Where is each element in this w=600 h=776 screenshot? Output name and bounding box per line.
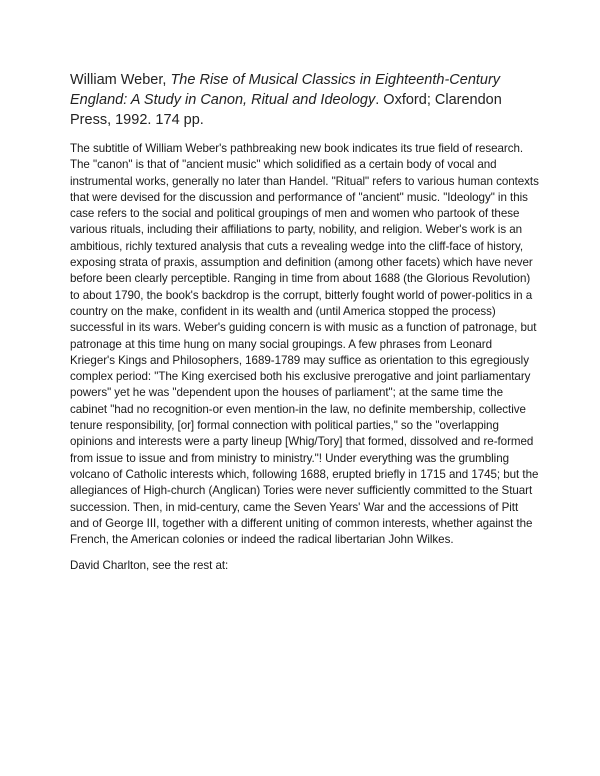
citation-author: William Weber, bbox=[70, 72, 171, 88]
citation-publication: . Oxford; Clarendon Press, 1992. 174 pp. bbox=[70, 92, 502, 128]
review-body bbox=[70, 141, 540, 575]
citation-heading bbox=[70, 70, 540, 130]
book-title: The Rise of Musical Classics in Eighteenth-Century England: A Study in Canon, Ritual and Ideology bbox=[70, 72, 501, 108]
review-signature: David Charlton, see the rest at: bbox=[70, 559, 229, 573]
review-paragraph: The subtitle of William Weber's pathbreaking new book indicates its true field of research. The "canon" is that of "ancient music" which solidified as a certain body of vocal and instrumental works, generally no later than Handel. "Ritual" refers to various human contexts that were devised for the discussion and performance of "ancient" music. "Ideology" in this case refers to the social and political groupings of men and women who partook of these various rituals, including their affiliations to party, nobility, and religion. Weber's work is an ambitious, richly textured analysis that cuts a revealing wedge into the cliff-face of history, exposing strata of praxis, assumption and definition (among other facets) which have never before been clearly perceptible. Ranging in time from about 1688 (the Glorious Revolution) to about 1790, the book's backdrop is the corrupt, bitterly fought world of power-politics in a country on the make, confident in its wealth and (until America stopped the process) successful in its wars. Weber's guiding concern is with music as a function of patronage, but patronage at this time hung on many social groupings. A few phrases from Leonard Krieger's Kings and Philosophers, 1689-1789 may suffice as orientation to this egregiously complex period: "The King exercised both his exclusive prerogative and joint parliamentary powers" yet he was "dependent upon the houses of parliament"; at the same time the cabinet "had no recognition-or even mention-in the law, no definite membership, collective tenure responsibility, [or] formal connection with political parties," so the "overlapping opinions and interests were a party lineup [Whig/Tory] that formed, dissolved and re-formed from issue to issue and from ministry to ministry."! Under everything was the grumbling volcano of Catholic interests which, following 1688, erupted briefly in 1715 and 1745; but the allegiances of High-church (Anglican) Tories were never sufficiently committed to the Stuart succession. Then, in mid-century, came the Seven Years' War and the accessions of Pitt and of George III, together with a different uniting of common interests, whether against the French, the American colonies or indeed the radical libertarian John Wilkes. bbox=[70, 142, 539, 547]
